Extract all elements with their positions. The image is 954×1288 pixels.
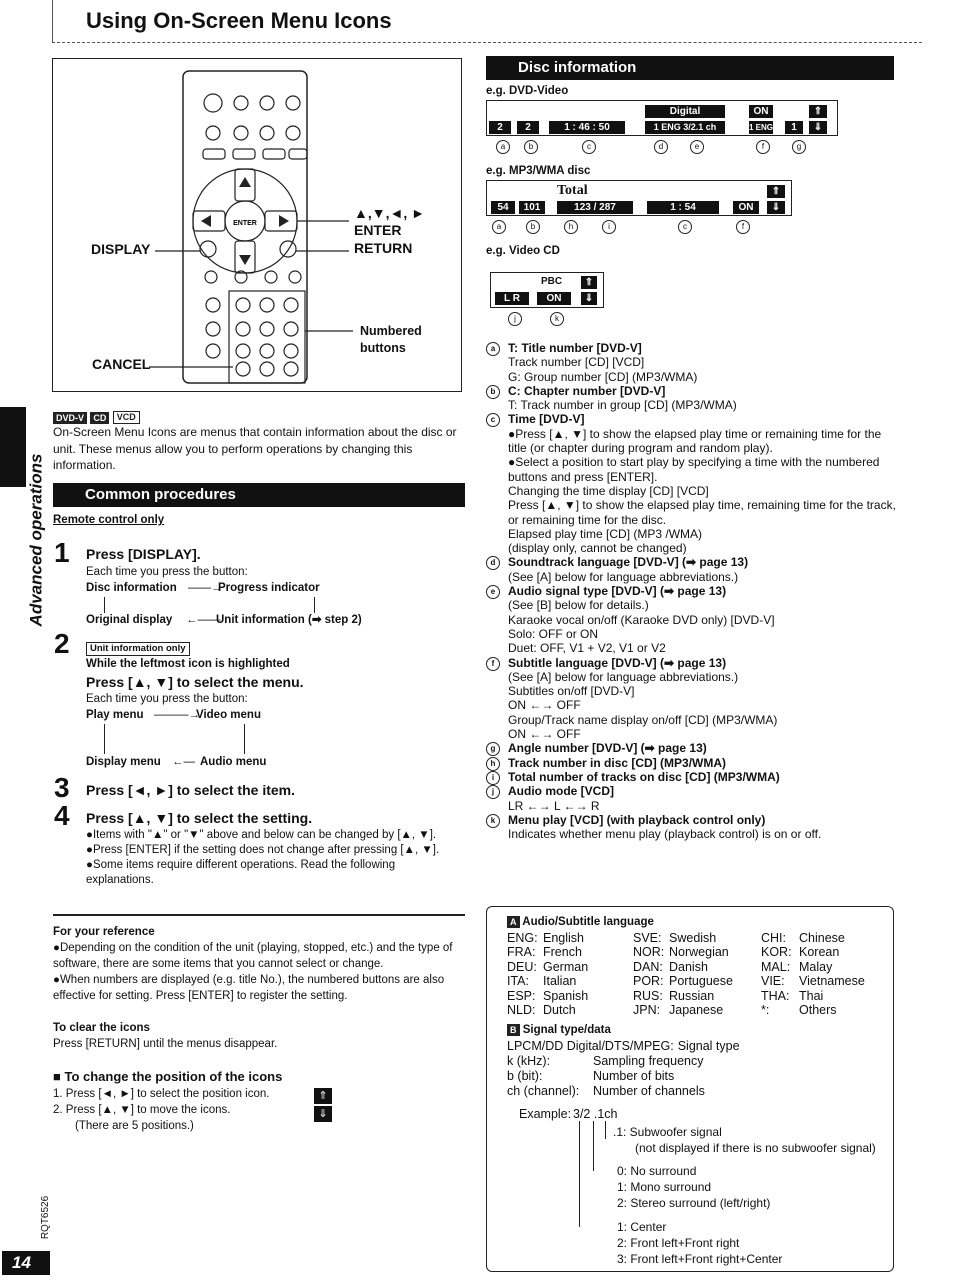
clear-icons-title: To clear the icons	[53, 1022, 150, 1034]
osd-dvd-signal: 1 ENG 3/2.1 ch	[645, 121, 725, 134]
disc-info-item-line	[486, 412, 898, 426]
arrow-right-2: ———→	[154, 709, 200, 721]
lang-cell: Thai	[799, 988, 824, 1003]
lang-cell: Japanese	[669, 1003, 724, 1018]
disc-info-item-line	[486, 355, 898, 369]
disc-info-item-line	[486, 555, 898, 569]
lang-cell: Others	[799, 1003, 837, 1018]
osd-dvd-subtitle: 1 ENG	[749, 123, 774, 132]
lang-cell: CHI:	[761, 931, 786, 945]
step-2-play-menu: Play menu	[86, 709, 144, 721]
item-text: LR ←→ L ←→ R	[508, 798, 600, 813]
lang-row	[507, 945, 887, 959]
lang-cell: Chinese	[799, 931, 845, 945]
item-text: Group/Track name display on/off [CD] (MP3/WMA)	[508, 712, 778, 727]
disc-info-item-line	[486, 741, 898, 755]
item-text: Time [DVD-V]	[508, 412, 585, 427]
osd-mp3-down-icon: ⇓	[767, 201, 785, 214]
dvd-legend-letters	[486, 140, 836, 156]
position-step-2: 2. Press [▲, ▼] to move the icons.	[53, 1104, 231, 1116]
disc-info-item-line	[486, 370, 898, 384]
lang-cell: Korean	[799, 945, 840, 960]
signal-row	[507, 1084, 887, 1099]
item-text: ON ←→ OFF	[508, 727, 581, 742]
item-text: ●Select a position to start play by specifying a time with the numbered buttons and press [ENTER].	[508, 455, 880, 484]
item-text: Press [▲, ▼] to show the elapsed play time, remaining time for the track, or remaining time for the disc.	[508, 498, 896, 527]
disc-info-item-line	[486, 598, 898, 612]
signal-value: Number of channels	[593, 1084, 705, 1098]
eg-mp3-wma: e.g. MP3/WMA disc	[486, 165, 591, 177]
lang-cell: Danish	[669, 959, 708, 974]
reference-bullets	[53, 940, 465, 1004]
osd-mp3-group: 54	[491, 201, 515, 214]
intro-text: On-Screen Menu Icons are menus that contain information about the disc or unit. These menus allow you to perform operations by changing this information.	[53, 425, 457, 472]
reference-bullet-2: ●When numbers are displayed (e.g. title No.), the numbered buttons are also effective for setting. Press [ENTER] to register the setting.	[53, 974, 445, 1002]
cycle-line-left-2	[104, 724, 105, 754]
letter-b: b	[524, 140, 538, 154]
item-text: Elapsed play time [CD] (MP3 /WMA)	[508, 526, 703, 541]
center-3: 3: Front left+Front right+Center	[617, 1252, 783, 1266]
title-bracket	[52, 0, 53, 42]
disc-info-item-line	[486, 527, 898, 541]
numbered-buttons-label: Numbered buttons	[360, 324, 422, 355]
center-2: 2: Front left+Front right	[617, 1236, 740, 1250]
letter-c: c	[582, 140, 596, 154]
lang-row	[507, 989, 887, 1003]
disc-info-item-line	[486, 584, 898, 598]
item-text: Audio signal type [DVD-V] (➡ page 13)	[508, 584, 727, 599]
badge-dvd-v: DVD-V	[53, 412, 87, 424]
lang-cell: Spanish	[543, 988, 589, 1003]
cycle-line-right	[314, 597, 315, 613]
disc-info-item-line	[486, 641, 898, 655]
osd-mp3-up-icon: ⇑	[767, 185, 785, 198]
disc-info-item-line	[486, 570, 898, 584]
arrow-right: ——→	[188, 582, 223, 594]
disc-info-item-line	[486, 455, 898, 484]
letter-h: h	[564, 220, 578, 234]
lang-row	[507, 931, 887, 945]
osd-mp3-on: ON	[733, 201, 759, 214]
letter-i: i	[602, 220, 616, 234]
signal-key: k (kHz):	[507, 1054, 551, 1068]
signal-value: Signal type	[677, 1039, 740, 1053]
step-1-disc-info: Disc information	[86, 582, 177, 594]
vcd-legend-letters	[486, 312, 606, 328]
example-line-2	[593, 1121, 594, 1171]
letter-j: j	[508, 312, 522, 326]
letter-f2: f	[736, 220, 750, 234]
item-letter: i	[486, 771, 500, 785]
lang-cell: Russian	[669, 988, 715, 1003]
language-signal-box	[486, 906, 894, 1272]
lang-title-row	[507, 915, 654, 930]
position-step-1: 1. Press [◄, ►] to select the position icon.	[53, 1088, 270, 1100]
lang-cell: NLD:	[507, 1003, 536, 1018]
signal-row	[507, 1039, 887, 1054]
letter-e: e	[690, 140, 704, 154]
osd-dvd-down-icon: ⇓	[809, 121, 827, 134]
disc-info-item-line	[486, 698, 898, 712]
lang-cell: English	[543, 931, 584, 945]
signal-table	[507, 1039, 887, 1099]
item-text: Indicates whether menu play (playback control) is on or off.	[508, 827, 822, 842]
position-note: (There are 5 positions.)	[75, 1120, 194, 1132]
position-title: ■ To change the position of the icons	[53, 1069, 283, 1084]
center-list	[617, 1219, 782, 1267]
disc-info-item-line	[486, 613, 898, 627]
title-rule	[52, 42, 922, 43]
step-3-number: 3	[54, 772, 70, 803]
surround-list	[617, 1163, 770, 1211]
lang-cell: ITA:	[507, 974, 529, 989]
osd-mp3-total: Total	[557, 183, 588, 198]
item-text: Angle number [DVD-V] (➡ page 13)	[508, 741, 707, 756]
item-text: Total number of tracks on disc [CD] (MP3/WMA)	[508, 769, 780, 784]
osd-dvd-panel	[486, 100, 838, 136]
return-label: RETURN	[354, 240, 413, 256]
lang-cell: RUS:	[633, 988, 663, 1003]
disc-info-item-line	[486, 427, 898, 456]
osd-dvd-up-icon: ⇑	[809, 105, 827, 118]
lang-cell: DEU:	[507, 959, 537, 974]
disc-information-bar: Disc information	[486, 56, 894, 80]
lang-cell: Vietnamese	[799, 974, 865, 989]
step-2-sub: Each time you press the button:	[86, 693, 248, 705]
item-text: (display only, cannot be changed)	[508, 541, 687, 556]
subwoofer-note: (not displayed if there is no subwoofer signal)	[635, 1141, 876, 1155]
lang-marker: A	[507, 916, 520, 928]
lang-cell: VIE:	[761, 974, 785, 989]
reference-divider	[53, 914, 465, 916]
surround-0: 0: No surround	[617, 1164, 697, 1178]
item-letter: g	[486, 742, 500, 756]
step-1-title: Press [DISPLAY].	[86, 546, 201, 562]
osd-dvd-chapter: 2	[517, 121, 539, 134]
reference-title: For your reference	[53, 926, 155, 938]
disc-info-item-line	[486, 756, 898, 770]
disc-info-item-line	[486, 656, 898, 670]
lang-table	[507, 931, 887, 1017]
item-text: ●Press [▲, ▼] to show the elapsed play time or remaining time for the title (or chapter during program and random play).	[508, 426, 882, 456]
badge-vcd: VCD	[113, 411, 140, 424]
clear-icons-text: Press [RETURN] until the menus disappear.	[53, 1038, 278, 1050]
disc-info-item-line	[486, 813, 898, 827]
letter-g: g	[792, 140, 806, 154]
lang-cell: Norwegian	[669, 945, 729, 960]
lang-cell: Malay	[799, 959, 833, 974]
item-text: Duet: OFF, V1 + V2, V1 or V2	[508, 641, 666, 656]
osd-dvd-title: 2	[489, 121, 511, 134]
disc-info-item-line	[486, 498, 898, 527]
lang-cell: Swedish	[669, 931, 717, 945]
step-4-bullets	[86, 828, 466, 888]
lang-cell: MAL:	[761, 959, 791, 974]
osd-vcd-lr: L R	[495, 292, 529, 305]
signal-row	[507, 1054, 887, 1069]
item-text: Subtitles on/off [DVD-V]	[508, 684, 635, 699]
item-text: (See [B] below for details.)	[508, 598, 649, 613]
signal-title-row	[507, 1023, 611, 1038]
osd-vcd-on: ON	[537, 292, 571, 305]
disc-info-item-line	[486, 827, 898, 841]
lang-cell: *:	[761, 1003, 770, 1018]
lang-cell: Dutch	[543, 1003, 576, 1018]
lang-row	[507, 974, 887, 988]
item-text: Audio mode [VCD]	[508, 784, 614, 799]
step-2-display-menu: Display menu	[86, 756, 161, 768]
example-label: Example:	[519, 1107, 572, 1121]
osd-mp3-time: 1 : 54	[647, 201, 719, 214]
disc-info-item-line	[486, 670, 898, 684]
step-4-bullet-3: ●Some items require different operations. Read the following explanations.	[86, 859, 396, 886]
step-1-original: Original display	[86, 614, 173, 626]
disc-info-item-line	[486, 684, 898, 698]
center-1: 1: Center	[617, 1220, 667, 1234]
lang-row	[507, 1003, 887, 1017]
disc-info-item-line	[486, 384, 898, 398]
osd-mp3-count: 123 / 287	[557, 201, 633, 214]
signal-value: Number of bits	[593, 1069, 675, 1083]
step-2-audio-menu: Audio menu	[200, 756, 267, 768]
cycle-line-right-2	[244, 724, 245, 754]
item-text: G: Group number [CD] (MP3/WMA)	[508, 369, 698, 384]
item-text: Menu play [VCD] (with playback control only)	[508, 812, 766, 827]
move-up-icon: ⇑	[314, 1088, 332, 1104]
step-1-number: 1	[54, 537, 70, 568]
item-text: Changing the time display [CD] [VCD]	[508, 483, 709, 498]
item-letter: h	[486, 757, 500, 771]
letter-d: d	[654, 140, 668, 154]
page-number: 14	[2, 1251, 50, 1275]
cycle-line-left	[104, 597, 105, 613]
osd-mp3-panel	[486, 180, 792, 216]
step-4-number: 4	[54, 800, 70, 831]
item-letter: b	[486, 385, 500, 399]
disc-info-item-line	[486, 627, 898, 641]
item-text: T: Track number in group [CD] (MP3/WMA)	[508, 398, 737, 413]
step-4-title: Press [▲, ▼] to select the setting.	[86, 810, 313, 826]
item-text: (See [A] below for language abbreviations.)	[508, 669, 739, 684]
mp3-legend-letters	[486, 220, 790, 236]
subwoofer-1: .1: Subwoofer signal	[613, 1125, 722, 1139]
common-procedures-bar: Common procedures	[53, 483, 465, 507]
doc-code: RQT6526	[40, 1195, 52, 1240]
enter-label: ENTER	[354, 222, 402, 238]
letter-b2: b	[526, 220, 540, 234]
unit-info-only-box: Unit information only	[86, 642, 190, 656]
osd-dvd-angle: 1	[785, 121, 803, 134]
step-4-bullet-2: ●Press [ENTER] if the setting does not change after pressing [▲, ▼].	[86, 844, 440, 856]
item-letter: j	[486, 785, 500, 799]
eg-dvd-video: e.g. DVD-Video	[486, 85, 569, 97]
surround-2: 2: Stereo surround (left/right)	[617, 1196, 771, 1210]
disc-info-item-line	[486, 770, 898, 784]
lang-cell: POR:	[633, 974, 664, 989]
signal-key: LPCM/DD Digital/DTS/MPEG:	[507, 1039, 674, 1053]
item-text: T: Title number [DVD-V]	[508, 341, 642, 355]
disc-info-item-line	[486, 484, 898, 498]
step-2-title: Press [▲, ▼] to select the menu.	[86, 674, 304, 690]
item-text: Subtitle language [DVD-V] (➡ page 13)	[508, 655, 727, 670]
item-text: ON ←→ OFF	[508, 698, 581, 713]
lang-title: Audio/Subtitle language	[522, 916, 654, 928]
signal-key: b (bit):	[507, 1069, 543, 1083]
step-1-sub: Each time you press the button:	[86, 566, 248, 578]
example-value: 3/2 .1ch	[573, 1107, 618, 1121]
osd-vcd-panel	[490, 272, 604, 308]
remote-only-note: Remote control only	[53, 514, 165, 526]
move-down-icon: ⇓	[314, 1106, 332, 1122]
step-1-progress: Progress indicator	[218, 582, 320, 594]
lang-cell: Italian	[543, 974, 577, 989]
lang-cell: JPN:	[633, 1003, 661, 1018]
side-label: Advanced operations	[26, 453, 46, 627]
disc-info-item-line	[486, 341, 898, 355]
letter-a: a	[496, 140, 510, 154]
item-text: Soundtrack language [DVD-V] (➡ page 13)	[508, 555, 749, 570]
signal-key: ch (channel):	[507, 1084, 580, 1098]
lang-cell: THA:	[761, 988, 790, 1003]
osd-vcd-pbc: PBC	[541, 276, 563, 287]
badge-cd: CD	[90, 412, 109, 424]
disc-info-item-line	[486, 398, 898, 412]
arrows-label: ▲,▼,◄, ►	[354, 205, 425, 221]
lang-cell: Portuguese	[669, 974, 733, 989]
disc-info-item-line	[486, 727, 898, 741]
eg-video-cd: e.g. Video CD	[486, 245, 560, 257]
osd-vcd-down-icon: ⇓	[581, 292, 597, 305]
letter-a2: a	[492, 220, 506, 234]
osd-dvd-time: 1 : 46 : 50	[549, 121, 625, 134]
lang-cell: DAN:	[633, 959, 663, 974]
item-text: (See [A] below for language abbreviations.)	[508, 569, 739, 584]
disc-info-item-line	[486, 784, 898, 798]
lang-cell: NOR:	[633, 945, 665, 960]
osd-dvd-digital: Digital	[645, 105, 725, 118]
item-letter: c	[486, 413, 500, 427]
item-letter: f	[486, 657, 500, 671]
arrow-left-2: ←—	[172, 756, 195, 768]
lang-cell: ENG:	[507, 931, 538, 945]
item-letter: e	[486, 585, 500, 599]
step-2-number: 2	[54, 628, 70, 659]
item-text: Karaoke vocal on/off (Karaoke DVD only) [DVD-V]	[508, 612, 775, 627]
side-tab	[0, 407, 26, 487]
letter-c2: c	[678, 220, 692, 234]
surround-1: 1: Mono surround	[617, 1180, 712, 1194]
lang-cell: SVE:	[633, 931, 662, 945]
osd-mp3-track: 101	[519, 201, 545, 214]
step-2-video-menu: Video menu	[196, 709, 261, 721]
display-label: DISPLAY	[91, 241, 151, 257]
osd-dvd-on: ON	[749, 105, 773, 118]
lang-row	[507, 960, 887, 974]
item-text: C: Chapter number [DVD-V]	[508, 383, 666, 398]
letter-k: k	[550, 312, 564, 326]
lang-cell: French	[543, 945, 582, 960]
intro-badges	[53, 410, 140, 424]
disc-info-item-line	[486, 713, 898, 727]
step-3-title: Press [◄, ►] to select the item.	[86, 782, 295, 798]
lang-cell: German	[543, 959, 589, 974]
example-line-3	[605, 1121, 606, 1139]
item-letter: a	[486, 342, 500, 356]
enter-button-label: ENTER	[233, 220, 257, 227]
signal-value: Sampling frequency	[593, 1054, 704, 1068]
arrow-left: ←——	[186, 614, 221, 626]
signal-row	[507, 1069, 887, 1084]
step-2-bold: While the leftmost icon is highlighted	[86, 658, 290, 670]
item-letter: d	[486, 556, 500, 570]
page-title: Using On-Screen Menu Icons	[86, 8, 392, 33]
signal-title: Signal type/data	[522, 1024, 611, 1036]
lang-cell: FRA:	[507, 945, 536, 960]
item-text: Track number in disc [CD] (MP3/WMA)	[508, 755, 727, 770]
disc-info-items	[486, 341, 898, 841]
lang-cell: KOR:	[761, 945, 792, 960]
disc-info-item-line	[486, 541, 898, 555]
reference-bullet-1: ●Depending on the condition of the unit (playing, stopped, etc.) and the type of software, there are some items that you cannot select or change.	[53, 942, 453, 970]
item-letter: k	[486, 814, 500, 828]
letter-f: f	[756, 140, 770, 154]
osd-vcd-up-icon: ⇑	[581, 276, 597, 289]
cancel-label: CANCEL	[92, 356, 151, 372]
example-line-1	[579, 1121, 580, 1227]
step-4-bullet-1: ●Items with "▲" or "▼" above and below can be changed by [▲, ▼].	[86, 829, 437, 841]
disc-info-item-line	[486, 799, 898, 813]
step-1-unit-info: Unit information (➡ step 2)	[216, 614, 362, 626]
item-text: Solo: OFF or ON	[508, 626, 599, 641]
lang-cell: ESP:	[507, 988, 536, 1003]
signal-marker: B	[507, 1024, 520, 1036]
item-text: Track number [CD] [VCD]	[508, 355, 645, 370]
